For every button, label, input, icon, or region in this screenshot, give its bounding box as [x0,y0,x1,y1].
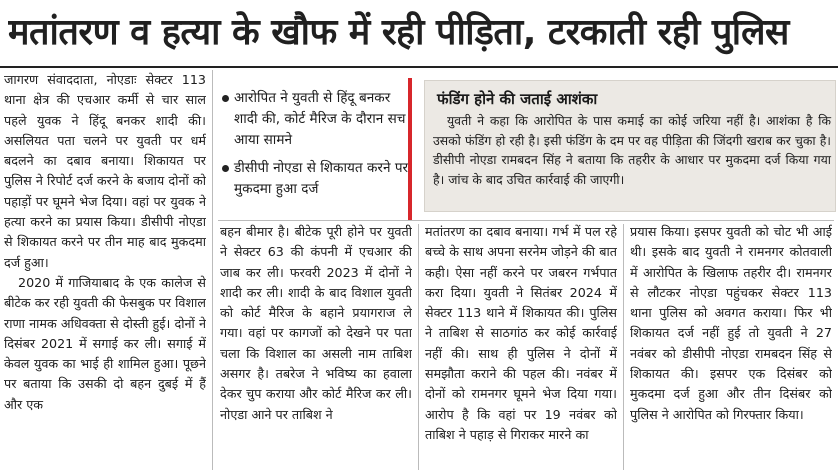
highlight-item [220,88,412,151]
section-divider [218,220,834,221]
box-heading: फंडिंग होने की जताई आशंका [437,90,598,108]
article-column-1 [4,70,206,470]
sidebar-box [424,80,836,212]
highlight-item [220,158,412,200]
headline: मतांतरण व हत्या के खौफ में रही पीड़िता, टरकाती रही पुलिस [8,12,789,53]
column-divider [212,70,213,470]
accent-bar [408,78,412,220]
highlight-text: आरोपित ने युवती से हिंदू बनकर शादी की, कोर्ट मैरिज के दौरान सच आया सामने [234,90,406,148]
paragraph-3: बहन बीमार है। बीटेक पूरी होने पर युवती ने सेक्टर 63 की कंपनी में एचआर की जाब कर ली। फरवरी 2023 में दोनों ने शादी कर ली। शादी के बाद विशाल युवती को कोर्ट मैरिज के बहाने प्रयागराज ले गया। वहां पर कागजों को देखने पर पता चला कि विशाल का असली नाम ताबिश असगर है। तबरेज ने भविष्य का हवाला देकर चुप कराया और कोर्ट मैरिज कर ली। नोएडा आने पर ताबिश ने [220,224,412,422]
article-column-3 [425,222,617,470]
headline-banner [0,0,838,68]
highlight-text: डीसीपी नोएडा से शिकायत करने पर मुकदमा हुआ दर्ज [234,160,409,197]
bullet-icon [222,165,229,172]
article-column-4 [630,222,832,470]
bullet-icon [222,95,229,102]
column-divider [418,224,419,470]
article-column-2 [220,222,412,470]
paragraph-5: प्रयास किया। इसपर युवती को चोट भी आई थी। इसके बाद युवती ने रामनगर कोतवाली में आरोपित के खिलाफ तहरीर दी। रामनगर से लौटकर नोएडा पहुंचकर सेक्टर 113 थाना पुलिस को अवगत कराया। फिर भी शिकायत दर्ज नहीं हुई तो युवती ने 27 नवंबर को डीसीपी नोएडा रामबदन सिंह से शिकायत की। इसपर एक दिसंबर को मुकदमा दर्ज हुआ और तीन दिसंबर को पुलिस ने आरोपित को गिरफ्तार किया। [630,224,832,422]
paragraph-2: 2020 में गाजियाबाद के एक कालेज से बीटेक कर रही युवती की फेसबुक पर विशाल राणा नामक अधिवक्ता से दोस्ती हुई। दोनों ने दिसंबर 2021 में सगाई कर ली। सगाई में केवल युवक का भाई ही शामिल हुआ। पूछने पर बताया कि उसकी दो बहन दुबई में हैं और एक [4,274,206,412]
highlights-list [220,88,412,218]
column-divider [623,224,624,470]
box-text [433,111,831,189]
box-paragraph: युवती ने कहा कि आरोपित के पास कमाई का कोई जरिया नहीं है। आशंका है कि उसको फंडिंग हो रही है। इसी फंडिंग के दम पर वह पीड़िता की जिंदगी खराब कर चुका है। डीसीपी नोएडा रामबदन सिंह ने बताया कि तहरीर के आधार पर मुकदमा दर्ज किया गया है। जांच के बाद उचित कार्रवाई की जाएगी। [433,113,831,187]
paragraph-4: मतांतरण का दबाव बनाया। गर्भ में पल रहे बच्चे के साथ अपना सरनेम जोड़ने की बात कही। ऐसा नहीं करने पर जबरन गर्भपात करा दिया। युवती ने सितंबर 2024 में सेक्टर 113 थाने में शिकायत की। पुलिस ने ताबिश से साठगांठ कर कोई कार्रवाई नहीं की। साथ ही पुलिस ने दोनों में समझौता कराने की पहल की। नवंबर में दोनों को रामनगर घूमने भेज दिया गया। आरोप है कि वहां पर 19 नवंबर को ताबिश ने पहाड़ से गिराकर मारने का [425,224,617,442]
paragraph-intro: जागरण संवाददाता, नोएडाः सेक्टर 113 थाना क्षेत्र की एचआर कर्मी से चार साल पहले युवक ने हिंदू बनकर शादी की। असलियत पता चलने पर युवती पर धर्म बदलने का दबाव बनाया। शिकायत पर पुलिस ने रिपोर्ट दर्ज करने के बजाय दोनों को पहाड़ों पर घूमने भेज दिया। वहां पर युवक ने हत्या करने का प्रयास किया। डीसीपी नोएडा से शिकायत करने पर तीन माह बाद मुकदमा दर्ज हुआ। [4,72,206,270]
box-indent [433,113,447,128]
